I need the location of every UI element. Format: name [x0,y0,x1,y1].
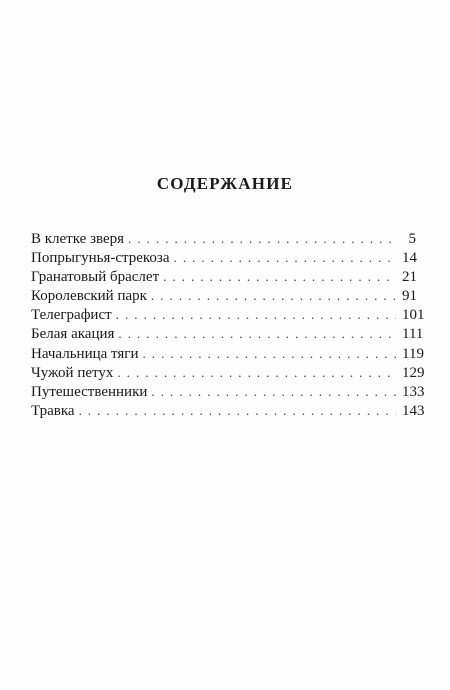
toc-entry-page-number: 5 [408,231,416,247]
toc-entry-title: Попрыгунья-стрекоза [31,250,170,267]
toc-entry-title: Телеграфист [31,307,112,324]
contents-heading: СОДЕРЖАНИЕ [156,174,294,193]
toc-entry-page-number: 129 [402,364,425,381]
toc-entry[interactable] [31,267,416,286]
dot-leader [128,229,396,248]
toc-entry[interactable] [31,344,424,363]
toc-entry-page-number: 111 [402,326,424,343]
toc-entry-title: Белая акация [31,326,115,343]
toc-entry[interactable] [31,382,425,401]
toc-entry[interactable] [31,363,425,382]
toc-entry-page-number: 143 [402,402,425,419]
dot-leader [117,363,396,382]
dot-leader [118,324,396,343]
toc-entry-page-number: 101 [402,307,425,324]
dot-leader [174,248,396,267]
toc-entry[interactable] [31,286,416,305]
toc-entry[interactable] [31,324,424,343]
toc-entry-title: Травка [31,402,75,419]
toc-entry[interactable] [31,401,425,420]
toc-entry-page-number: 119 [402,345,424,362]
toc-entry-title: Начальница тяги [31,345,139,362]
dot-leader [163,267,396,286]
toc-entry-title: Королевский парк [31,288,147,305]
toc-entry-page-number: 91 [402,288,417,305]
toc-entry-title: В клетке зверя [31,231,125,247]
table-of-contents [31,229,425,420]
dot-leader [79,401,396,420]
toc-entry-page-number: 14 [402,250,417,267]
toc-entry-title: Путешественники [31,383,148,400]
dot-leader [142,344,396,363]
dot-leader [116,305,396,324]
toc-entry[interactable] [31,248,416,267]
toc-entry-title: Гранатовый браслет [31,269,160,286]
toc-entry[interactable] [31,305,425,324]
toc-entry-page-number: 133 [402,383,425,400]
toc-entry-page-number: 21 [402,269,417,286]
dot-leader [151,286,396,305]
toc-entry-title: Чужой петух [31,364,114,381]
dot-leader [151,382,396,401]
toc-entry[interactable] [31,229,416,248]
